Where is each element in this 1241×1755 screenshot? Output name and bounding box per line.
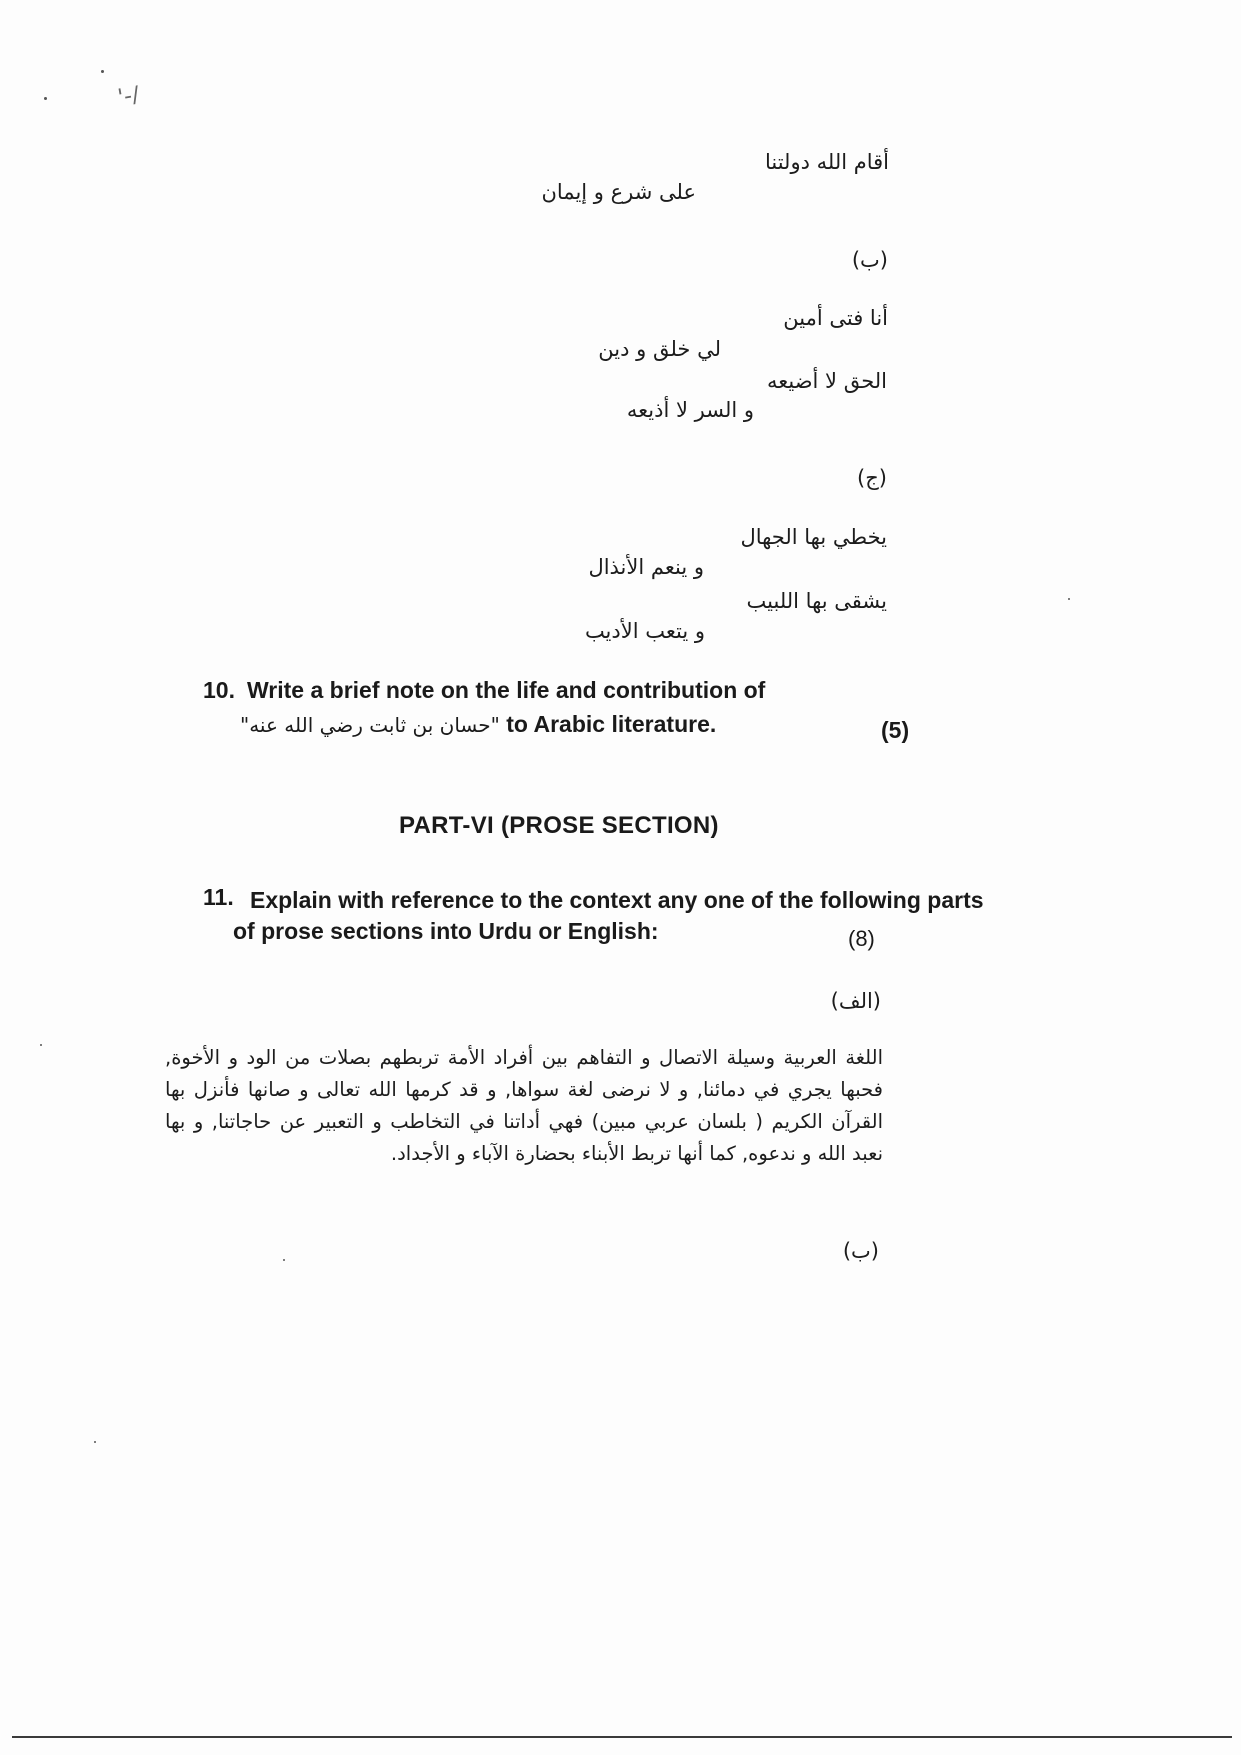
poem-b-line-3: الحق لا أضيعه [766,369,887,393]
q10-line-2 [240,710,716,740]
q11-line-1: Explain with reference to the context any one of the following parts [250,887,984,913]
scan-speck [94,1441,96,1443]
q10-number: 10. [203,677,235,703]
poem-b-marker: (ب) [851,248,888,272]
poem-a-line-2: على شرع و إيمان [541,180,696,204]
scan-speck [1068,598,1070,600]
q10-line-1: Write a brief note on the life and contribution of [247,677,766,703]
prose-a-marker: (الف) [830,989,881,1013]
poem-c-marker: (ج) [857,466,887,490]
poem-c-line-1: يخطي بها الجهال [740,525,887,549]
poem-c-line-4: و يتعب الأديب [584,619,705,643]
bottom-divider [12,1736,1232,1738]
poem-a-line-1: أقام الله دولتنا [764,150,889,174]
q11-line-2: of prose sections into Urdu or English: [233,918,659,944]
q10-line-2-rest: to Arabic literature. [499,711,717,737]
scan-speck [40,1044,42,1046]
scan-speck [101,70,104,73]
prose-a-paragraph: اللغة العربية وسيلة الاتصال و التفاهم بين أفراد الأمة تربطهم بصلات من الود و الأخوة, فحبها يجري في دمائنا, و لا نرضى لغة سواها, و قد كرمها الله تعالى و صانها فأنزل بها القرآن الكريم ( بلسان عربي مبين) فهي أداتنا في التخاطب و التعبير عن حاجاتنا, و بها نعبد الله و ندعوه, كما أنها تربط الأبناء بحضارة الآباء و الأجداد. [165,1046,883,1165]
q10-marks: (5) [881,717,910,743]
scan-speck [283,1259,285,1261]
q11-number: 11. [203,884,234,910]
corner-scribble: '-/ [115,82,142,111]
poem-c-line-2: و ينعم الأنذال [588,555,704,579]
poem-b-line-2: لي خلق و دين [598,337,721,361]
poem-b-line-1: أنا فتى أمين [783,306,888,330]
scan-speck [44,97,47,100]
poem-c-line-3: يشقى بها اللبيب [746,589,887,613]
part-heading: PART-VI (PROSE SECTION) [399,812,719,839]
q11-marks: (8) [848,926,875,951]
q10-arabic-name: "حسان بن ثابت رضي الله عنه" [240,713,500,737]
prose-b-marker: (ب) [842,1239,879,1263]
poem-b-line-4: و السر لا أذيعه [626,398,754,422]
